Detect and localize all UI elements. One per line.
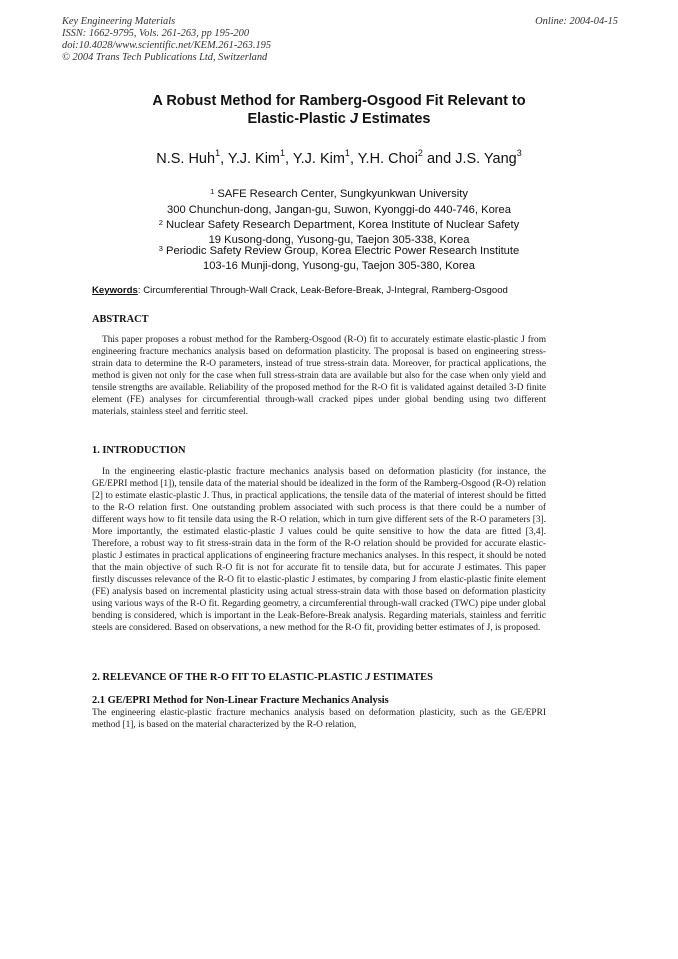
affiliation-1-address: 300 Chunchun-dong, Jangan-gu, Suwon, Kyonggi-do 440-746, Korea: [167, 204, 511, 216]
title-text: Elastic-Plastic: [247, 111, 350, 127]
section-1-text: In the engineering elastic-plastic fracture mechanics analysis based on deformation plasticity (for instance, the GE/EPRI method [1]), tensile data of the material should be idealized in the form of the Ramberg-Osgood (R-O) relation [2] to estimate elastic-plastic J. Thus, in practical applications, the tensile data of the material of interest should be fitted to the R-O relation first. One outstanding problem associated with such process is that there could be a number of different ways how to fit tensile data using the R-O relation, which in turn give different sets of the R-O parameters [3]. More importantly, the estimated elastic-plastic J values could be quite sensitive to how the data are fitted [3,4]. Therefore, a robust way to fit stress-strain data in the form of the R-O relation should be provided for accurate elastic-plastic J estimates in practical applications of engineering fracture mechanics analyses. In this respect, it should be noted that the main objective of such R-O fit is not for accurate fit to tensile data, but for accurate J estimates. This paper firstly discusses relevance of the R-O fit to elastic-plastic J estimates, by comparing J from elastic-plastic finite element (FE) analysis based on incremental plasticity using actual stress-strain data with those based on deformation plasticity using various ways of the R-O fit. Regarding geometry, a circumferential through-wall cracked (TWC) pipe under global bending is considered, which is important in the Leak-Before-Break analysis. Regarding materials, stainless and ferritic steels are considered. Based on observations, a new method for the R-O fit, providing better estimates of J, is proposed.: [92, 467, 546, 633]
author-name: Y.H. Choi: [357, 151, 418, 167]
copyright-line: © 2004 Trans Tech Publications Ltd, Switzerland: [62, 52, 268, 63]
keywords-text: : Circumferential Through-Wall Crack, Leak-Before-Break, J-Integral, Ramberg-Osgood: [137, 285, 508, 296]
paper-title-line-1: A Robust Method for Ramberg-Osgood Fit Relevant to: [152, 93, 526, 109]
keywords-line: [92, 285, 592, 296]
author-affiliation-mark: 1: [344, 148, 350, 158]
online-date: Online: 2004-04-15: [535, 16, 618, 27]
abstract-text: This paper proposes a robust method for the Ramberg-Osgood (R-O) fit to accurately estimate elastic-plastic J from engineering fracture mechanics analysis based on deformation plasticity. The proposal is based on engineering stress-strain data to determine the R-O parameters, instead of true stress-strain data. Moreover, for practical applications, the method is given not only for the case when full stress-strain data are available but also for the case when only yield and tensile strengths are available. Reliability of the proposed method for the R-O fit is validated against detailed 3-D finite element (FE) analyses for circumferential through-wall cracked pipes under global bending using two different materials, stainless steel and ferritic steel.: [92, 335, 546, 417]
doi-line: doi:10.4028/www.scientific.net/KEM.261-263.195: [62, 40, 272, 51]
author-separator: ,: [285, 151, 293, 167]
author-name: Y.J. Kim: [227, 151, 280, 167]
affiliation-3-address: 103-16 Munji-dong, Yusong-gu, Taejon 305-380, Korea: [202, 260, 475, 272]
author-affiliation-mark: 1: [280, 148, 286, 158]
author-affiliation-mark: 1: [215, 148, 221, 158]
title-text-end: Estimates: [357, 111, 431, 127]
author-name: Y.J. Kim: [292, 151, 345, 167]
section-2-heading-end: ESTIMATES: [370, 672, 433, 683]
title-j-symbol: J: [349, 111, 358, 127]
affiliation-2-name: Nuclear Safety Research Department, Korea Institute of Nuclear Safety: [166, 219, 520, 231]
affiliation-3: [0, 244, 678, 258]
affiliation-1-name: SAFE Research Center, Sungkyunkwan University: [217, 188, 468, 200]
affiliation-3-mark: 3: [158, 244, 163, 253]
author-separator: ,: [220, 151, 228, 167]
affiliation-2-mark: 2: [158, 218, 163, 227]
section-1-heading: 1. INTRODUCTION: [92, 445, 186, 456]
section-2-heading: [92, 672, 433, 683]
section-2-text: The engineering elastic-plastic fracture mechanics analysis based on deformation plasticity, such as the GE/EPRI method [1], is based on the material characterized by the R-O relation,: [92, 708, 546, 730]
paper-title-line-2: [0, 110, 678, 128]
affiliation-1-mark: 1: [210, 187, 215, 196]
journal-name: Key Engineering Materials: [62, 16, 176, 27]
keywords-label: Keywords: [92, 285, 138, 296]
author-affiliation-mark: 3: [516, 148, 522, 158]
subsection-2-1-heading: 2.1 GE/EPRI Method for Non-Linear Fracture Mechanics Analysis: [92, 695, 389, 706]
affiliation-3-name: Periodic Safety Review Group, Korea Electric Power Research Institute: [166, 245, 520, 257]
affiliation-1: [0, 187, 678, 201]
section-2-j-symbol: J: [365, 672, 371, 683]
issn-line: ISSN: 1662-9795, Vols. 261-263, pp 195-200: [62, 28, 250, 39]
author-separator: ,: [349, 151, 358, 167]
author-name: N.S. Huh: [156, 151, 216, 167]
affiliation-2-address: 19 Kusong-dong, Yusong-gu, Taejon 305-338, Korea: [208, 234, 470, 246]
section-2-heading-text: 2. RELEVANCE OF THE R-O FIT TO ELASTIC-PLASTIC: [92, 672, 366, 683]
author-affiliation-mark: 2: [417, 148, 423, 158]
author-name: J.S. Yang: [455, 151, 517, 167]
author-separator: and: [422, 151, 456, 167]
affiliation-2: [0, 218, 678, 232]
author-list: [0, 148, 678, 167]
abstract-heading: ABSTRACT: [92, 314, 149, 325]
